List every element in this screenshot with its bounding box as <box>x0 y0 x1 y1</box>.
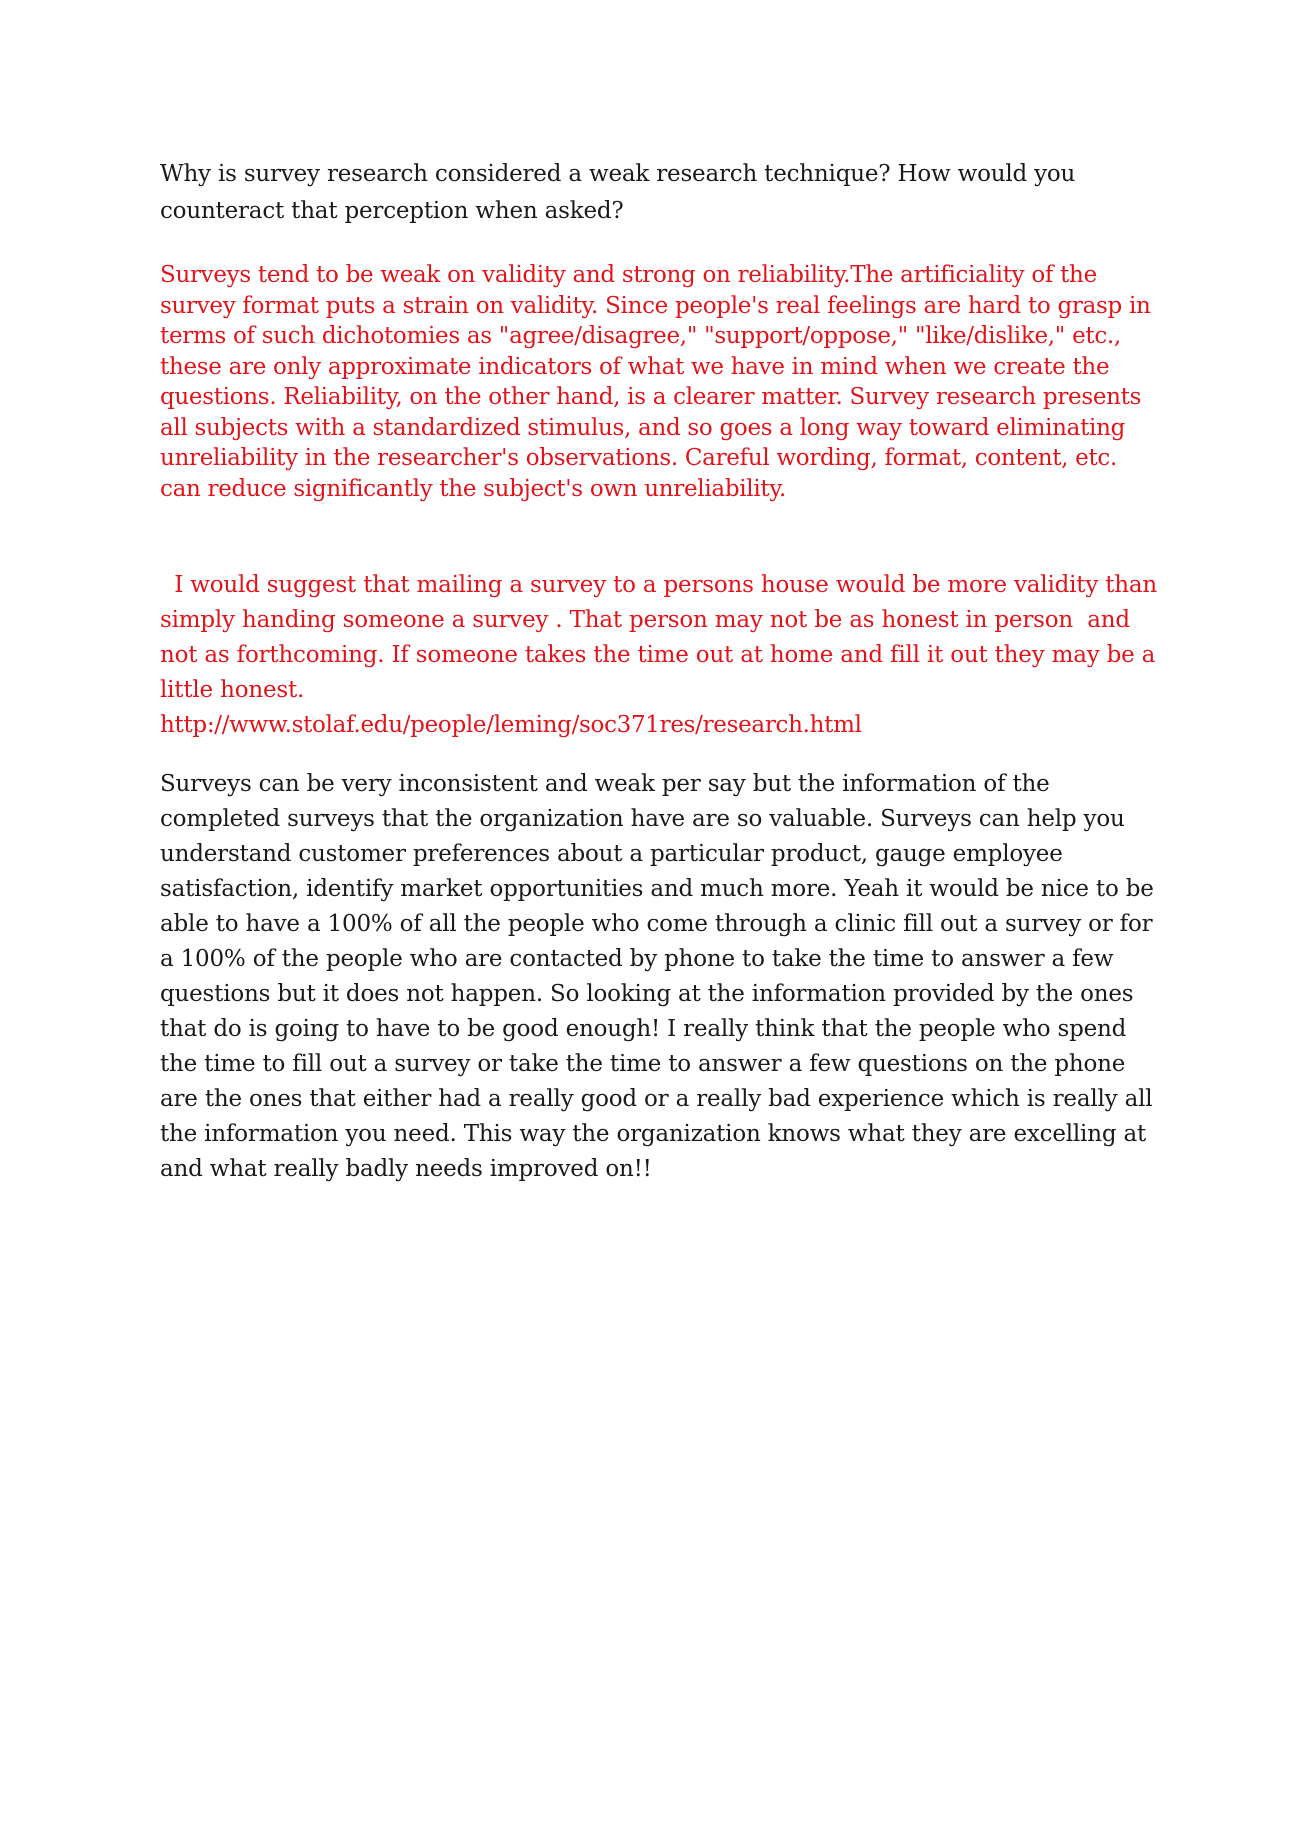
question-paragraph: Why is survey research considered a weak research technique? How would you counteract that perception when asked? <box>160 161 1076 224</box>
answer-paragraph-validity-reliability: Surveys tend to be weak on validity and strong on reliability.The artificiality of the survey format puts a strain on validity. Since people's real feelings are hard to grasp in terms of such dichotomies as "agree/disagree," "support/oppose," "like/dislike," etc., these are only approximate indicators of what we have in mind when we create the questions. Reliability, on the other hand, is a clearer matter. Survey research presents all subjects with a standardized stimulus, and so goes a long way toward eliminating unreliability in the researcher's observations. Careful wording, format, content, etc. can reduce significantly the subject's own unreliability. <box>160 262 1151 502</box>
answer-paragraph-mail-survey: I would suggest that mailing a survey to a persons house would be more validity than simply handing someone a survey . That person may not be as honest in person and not as forthcoming. If someone takes the time out at home and fill it out they may be a little honest. <box>160 572 1165 703</box>
source-url-text: http://www.stolaf.edu/people/leming/soc371res/research.html <box>160 712 862 738</box>
answer-paragraph-survey-value: Surveys can be very inconsistent and weak per say but the information of the completed surveys that the organization have are so valuable. Surveys can help you understand customer preferences about a particular product, gauge employee satisfaction, identify market opportunities and much more. Yeah it would be nice to be able to have a 100% of all the people who come through a clinic fill out a survey or for a 100% of the people who are contacted by phone to take the time to answer a few questions but it does not happen. So looking at the information provided by the ones that do is going to have to be good enough! I really think that the people who spend the time to fill out a survey or take the time to answer a few questions on the phone are the ones that either had a really good or a really bad experience which is really all the information you need. This way the organization knows what they are excelling at and what really badly needs improved on!! <box>160 771 1154 1182</box>
